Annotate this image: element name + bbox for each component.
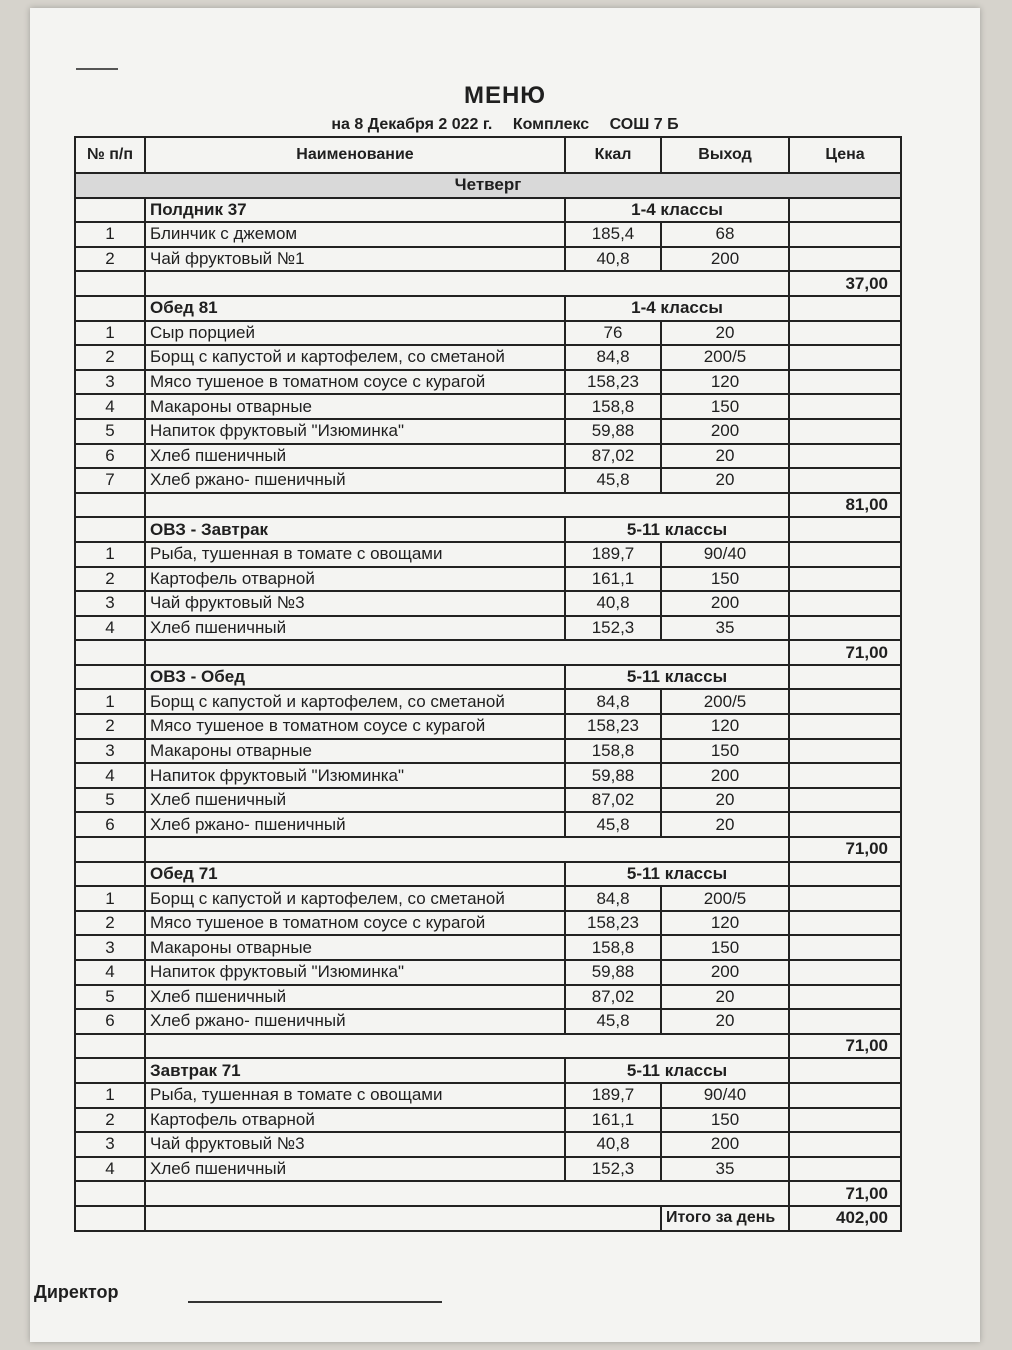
section-total-row bbox=[75, 837, 901, 862]
item-output: 20 bbox=[661, 321, 789, 346]
table-row bbox=[75, 1009, 901, 1034]
section-total: 71,00 bbox=[789, 1181, 901, 1206]
item-kcal: 185,4 bbox=[565, 222, 661, 247]
table-row bbox=[75, 689, 901, 714]
table-row bbox=[75, 345, 901, 370]
item-name: Напиток фруктовый "Изюминка" bbox=[145, 419, 565, 444]
item-kcal: 158,8 bbox=[565, 935, 661, 960]
menu-date: на 8 Декабря 2 022 г. bbox=[331, 116, 493, 133]
table-row bbox=[75, 1108, 901, 1133]
item-kcal: 40,8 bbox=[565, 1132, 661, 1157]
item-price bbox=[789, 345, 901, 370]
item-kcal: 59,88 bbox=[565, 419, 661, 444]
table-row bbox=[75, 616, 901, 641]
item-name: Сыр порцией bbox=[145, 321, 565, 346]
item-kcal: 158,8 bbox=[565, 739, 661, 764]
section-header-row bbox=[75, 296, 901, 321]
item-name: Чай фруктовый №1 bbox=[145, 247, 565, 272]
item-num: 6 bbox=[75, 1009, 145, 1034]
item-price bbox=[789, 714, 901, 739]
item-kcal: 87,02 bbox=[565, 444, 661, 469]
item-name: Напиток фруктовый "Изюминка" bbox=[145, 960, 565, 985]
item-kcal: 40,8 bbox=[565, 247, 661, 272]
item-name: Чай фруктовый №3 bbox=[145, 591, 565, 616]
item-price bbox=[789, 935, 901, 960]
item-price bbox=[789, 222, 901, 247]
total-blank-cell bbox=[145, 493, 789, 518]
table-row bbox=[75, 567, 901, 592]
item-price bbox=[789, 985, 901, 1010]
day-row bbox=[75, 173, 901, 198]
item-price bbox=[789, 247, 901, 272]
item-output: 20 bbox=[661, 1009, 789, 1034]
grand-total-value: 402,00 bbox=[789, 1206, 901, 1231]
item-price bbox=[789, 468, 901, 493]
table-row bbox=[75, 542, 901, 567]
total-num-cell bbox=[75, 1181, 145, 1206]
section-num-cell bbox=[75, 862, 145, 887]
item-price bbox=[789, 1108, 901, 1133]
item-output: 200 bbox=[661, 763, 789, 788]
item-num: 6 bbox=[75, 444, 145, 469]
table-row bbox=[75, 985, 901, 1010]
header-price: Цена bbox=[789, 137, 901, 173]
table-row bbox=[75, 1157, 901, 1182]
item-price bbox=[789, 812, 901, 837]
table-row bbox=[75, 1132, 901, 1157]
item-num: 2 bbox=[75, 345, 145, 370]
item-output: 150 bbox=[661, 739, 789, 764]
item-kcal: 152,3 bbox=[565, 616, 661, 641]
item-output: 120 bbox=[661, 370, 789, 395]
item-output: 150 bbox=[661, 935, 789, 960]
section-name: Полдник 37 bbox=[145, 198, 565, 223]
table-row bbox=[75, 222, 901, 247]
table-row bbox=[75, 419, 901, 444]
day-name: Четверг bbox=[75, 173, 901, 198]
item-name: Борщ с капустой и картофелем, со сметаной bbox=[145, 345, 565, 370]
item-kcal: 84,8 bbox=[565, 689, 661, 714]
item-kcal: 59,88 bbox=[565, 763, 661, 788]
total-num-cell bbox=[75, 271, 145, 296]
item-name: Мясо тушеное в томатном соусе с курагой bbox=[145, 911, 565, 936]
section-grades: 5-11 классы bbox=[565, 1058, 789, 1083]
item-name: Картофель отварной bbox=[145, 1108, 565, 1133]
item-output: 200/5 bbox=[661, 689, 789, 714]
item-price bbox=[789, 1157, 901, 1182]
item-price bbox=[789, 567, 901, 592]
table-row bbox=[75, 714, 901, 739]
total-num-cell bbox=[75, 493, 145, 518]
item-kcal: 158,23 bbox=[565, 370, 661, 395]
item-name: Макароны отварные bbox=[145, 935, 565, 960]
item-kcal: 84,8 bbox=[565, 886, 661, 911]
section-total: 37,00 bbox=[789, 271, 901, 296]
table-row bbox=[75, 394, 901, 419]
section-total: 71,00 bbox=[789, 1034, 901, 1059]
section-total-row bbox=[75, 493, 901, 518]
item-price bbox=[789, 763, 901, 788]
item-num: 1 bbox=[75, 542, 145, 567]
item-output: 20 bbox=[661, 444, 789, 469]
item-num: 7 bbox=[75, 468, 145, 493]
table-row bbox=[75, 812, 901, 837]
header-row bbox=[75, 137, 901, 173]
item-output: 200 bbox=[661, 960, 789, 985]
item-output: 90/40 bbox=[661, 1083, 789, 1108]
item-output: 150 bbox=[661, 1108, 789, 1133]
item-name: Хлеб ржано- пшеничный bbox=[145, 468, 565, 493]
item-price bbox=[789, 788, 901, 813]
item-name: Мясо тушеное в томатном соусе с курагой bbox=[145, 370, 565, 395]
table-row bbox=[75, 468, 901, 493]
table-row bbox=[75, 763, 901, 788]
section-grades: 1-4 классы bbox=[565, 296, 789, 321]
item-price bbox=[789, 419, 901, 444]
menu-sheet bbox=[30, 8, 980, 1342]
total-blank-cell bbox=[145, 271, 789, 296]
item-name: Чай фруктовый №3 bbox=[145, 1132, 565, 1157]
item-name: Хлеб ржано- пшеничный bbox=[145, 1009, 565, 1034]
section-price-cell bbox=[789, 296, 901, 321]
item-price bbox=[789, 616, 901, 641]
section-name: ОВЗ - Обед bbox=[145, 665, 565, 690]
item-price bbox=[789, 960, 901, 985]
section-name: Обед 81 bbox=[145, 296, 565, 321]
item-output: 200 bbox=[661, 1132, 789, 1157]
table-row bbox=[75, 370, 901, 395]
item-name: Хлеб пшеничный bbox=[145, 788, 565, 813]
section-name: Обед 71 bbox=[145, 862, 565, 887]
section-total-row bbox=[75, 271, 901, 296]
table-row bbox=[75, 247, 901, 272]
section-total: 71,00 bbox=[789, 837, 901, 862]
item-name: Рыба, тушенная в томате с овощами bbox=[145, 542, 565, 567]
item-kcal: 87,02 bbox=[565, 788, 661, 813]
item-price bbox=[789, 1009, 901, 1034]
total-num-cell bbox=[75, 1034, 145, 1059]
item-name: Хлеб пшеничный bbox=[145, 616, 565, 641]
item-output: 150 bbox=[661, 394, 789, 419]
section-total: 81,00 bbox=[789, 493, 901, 518]
total-blank-cell bbox=[145, 1034, 789, 1059]
item-kcal: 158,23 bbox=[565, 714, 661, 739]
item-name: Мясо тушеное в томатном соусе с курагой bbox=[145, 714, 565, 739]
item-output: 200 bbox=[661, 419, 789, 444]
item-kcal: 189,7 bbox=[565, 1083, 661, 1108]
section-name: Завтрак 71 bbox=[145, 1058, 565, 1083]
item-num: 4 bbox=[75, 1157, 145, 1182]
item-output: 20 bbox=[661, 468, 789, 493]
section-num-cell bbox=[75, 296, 145, 321]
item-num: 3 bbox=[75, 739, 145, 764]
item-output: 120 bbox=[661, 911, 789, 936]
item-name: Хлеб ржано- пшеничный bbox=[145, 812, 565, 837]
section-num-cell bbox=[75, 517, 145, 542]
total-blank-cell bbox=[145, 837, 789, 862]
item-name: Макароны отварные bbox=[145, 739, 565, 764]
item-num: 6 bbox=[75, 812, 145, 837]
item-name: Макароны отварные bbox=[145, 394, 565, 419]
item-kcal: 161,1 bbox=[565, 567, 661, 592]
item-num: 3 bbox=[75, 1132, 145, 1157]
item-output: 200 bbox=[661, 591, 789, 616]
item-output: 20 bbox=[661, 812, 789, 837]
item-output: 120 bbox=[661, 714, 789, 739]
pen-mark bbox=[76, 68, 118, 70]
item-output: 35 bbox=[661, 616, 789, 641]
item-price bbox=[789, 542, 901, 567]
item-name: Борщ с капустой и картофелем, со сметаной bbox=[145, 689, 565, 714]
item-kcal: 40,8 bbox=[565, 591, 661, 616]
item-output: 68 bbox=[661, 222, 789, 247]
item-kcal: 45,8 bbox=[565, 468, 661, 493]
section-total-row bbox=[75, 1034, 901, 1059]
header-output: Выход bbox=[661, 137, 789, 173]
school-name: СОШ 7 Б bbox=[609, 116, 679, 133]
total-num-cell bbox=[75, 837, 145, 862]
page-title: МЕНЮ bbox=[463, 82, 547, 109]
item-num: 4 bbox=[75, 960, 145, 985]
item-num: 4 bbox=[75, 394, 145, 419]
section-header-row bbox=[75, 665, 901, 690]
item-name: Напиток фруктовый "Изюминка" bbox=[145, 763, 565, 788]
section-name: ОВЗ - Завтрак bbox=[145, 517, 565, 542]
item-output: 35 bbox=[661, 1157, 789, 1182]
item-price bbox=[789, 1083, 901, 1108]
table-row bbox=[75, 886, 901, 911]
item-num: 2 bbox=[75, 567, 145, 592]
signature-line bbox=[188, 1301, 442, 1303]
section-grades: 5-11 классы bbox=[565, 665, 789, 690]
item-kcal: 158,8 bbox=[565, 394, 661, 419]
table-row bbox=[75, 591, 901, 616]
item-num: 2 bbox=[75, 247, 145, 272]
total-blank-cell bbox=[145, 1181, 789, 1206]
section-header-row bbox=[75, 862, 901, 887]
section-price-cell bbox=[789, 665, 901, 690]
total-blank-cell bbox=[145, 640, 789, 665]
item-num: 3 bbox=[75, 370, 145, 395]
section-header-row bbox=[75, 1058, 901, 1083]
item-price bbox=[789, 444, 901, 469]
header-kcal: Ккал bbox=[565, 137, 661, 173]
item-price bbox=[789, 370, 901, 395]
item-kcal: 152,3 bbox=[565, 1157, 661, 1182]
item-name: Хлеб пшеничный bbox=[145, 985, 565, 1010]
item-kcal: 158,23 bbox=[565, 911, 661, 936]
menu-body bbox=[75, 173, 901, 1231]
section-price-cell bbox=[789, 1058, 901, 1083]
table-row bbox=[75, 935, 901, 960]
item-name: Блинчик с джемом bbox=[145, 222, 565, 247]
item-price bbox=[789, 1132, 901, 1157]
item-kcal: 189,7 bbox=[565, 542, 661, 567]
item-output: 200/5 bbox=[661, 886, 789, 911]
item-price bbox=[789, 394, 901, 419]
item-output: 20 bbox=[661, 788, 789, 813]
item-name: Хлеб пшеничный bbox=[145, 444, 565, 469]
header-num: № п/п bbox=[75, 137, 145, 173]
section-grades: 5-11 классы bbox=[565, 517, 789, 542]
menu-table bbox=[74, 136, 902, 1232]
item-num: 1 bbox=[75, 1083, 145, 1108]
item-price bbox=[789, 689, 901, 714]
table-row bbox=[75, 321, 901, 346]
item-kcal: 161,1 bbox=[565, 1108, 661, 1133]
item-kcal: 45,8 bbox=[565, 812, 661, 837]
item-num: 4 bbox=[75, 763, 145, 788]
section-total-row bbox=[75, 1181, 901, 1206]
item-num: 2 bbox=[75, 1108, 145, 1133]
item-output: 200/5 bbox=[661, 345, 789, 370]
item-name: Картофель отварной bbox=[145, 567, 565, 592]
item-kcal: 87,02 bbox=[565, 985, 661, 1010]
item-num: 1 bbox=[75, 886, 145, 911]
item-name: Хлеб пшеничный bbox=[145, 1157, 565, 1182]
section-total-row bbox=[75, 640, 901, 665]
item-num: 5 bbox=[75, 985, 145, 1010]
item-price bbox=[789, 911, 901, 936]
item-num: 3 bbox=[75, 935, 145, 960]
section-header-row bbox=[75, 517, 901, 542]
page-subtitle bbox=[30, 116, 980, 134]
grand-num-cell bbox=[75, 1206, 145, 1231]
item-num: 2 bbox=[75, 911, 145, 936]
grand-blank-cell bbox=[145, 1206, 661, 1231]
table-row bbox=[75, 444, 901, 469]
item-num: 4 bbox=[75, 616, 145, 641]
section-price-cell bbox=[789, 198, 901, 223]
item-price bbox=[789, 591, 901, 616]
section-num-cell bbox=[75, 665, 145, 690]
complex-label: Комплекс bbox=[512, 116, 590, 133]
item-output: 20 bbox=[661, 985, 789, 1010]
item-num: 1 bbox=[75, 689, 145, 714]
item-num: 3 bbox=[75, 591, 145, 616]
section-price-cell bbox=[789, 862, 901, 887]
item-num: 1 bbox=[75, 222, 145, 247]
grand-total-label: Итого за день bbox=[661, 1206, 789, 1231]
section-header-row bbox=[75, 198, 901, 223]
header-name: Наименование bbox=[145, 137, 565, 173]
section-grades: 5-11 классы bbox=[565, 862, 789, 887]
item-name: Рыба, тушенная в томате с овощами bbox=[145, 1083, 565, 1108]
item-output: 200 bbox=[661, 247, 789, 272]
section-num-cell bbox=[75, 198, 145, 223]
item-kcal: 45,8 bbox=[565, 1009, 661, 1034]
section-total: 71,00 bbox=[789, 640, 901, 665]
section-price-cell bbox=[789, 517, 901, 542]
total-num-cell bbox=[75, 640, 145, 665]
grand-total-row bbox=[75, 1206, 901, 1231]
director-label: Директор bbox=[34, 1282, 119, 1302]
item-price bbox=[789, 886, 901, 911]
item-output: 150 bbox=[661, 567, 789, 592]
item-name: Борщ с капустой и картофелем, со сметаной bbox=[145, 886, 565, 911]
item-output: 90/40 bbox=[661, 542, 789, 567]
section-grades: 1-4 классы bbox=[565, 198, 789, 223]
table-row bbox=[75, 788, 901, 813]
table-row bbox=[75, 960, 901, 985]
item-num: 5 bbox=[75, 419, 145, 444]
item-num: 2 bbox=[75, 714, 145, 739]
item-num: 1 bbox=[75, 321, 145, 346]
table-row bbox=[75, 739, 901, 764]
item-price bbox=[789, 321, 901, 346]
item-kcal: 76 bbox=[565, 321, 661, 346]
table-row bbox=[75, 911, 901, 936]
section-num-cell bbox=[75, 1058, 145, 1083]
item-num: 5 bbox=[75, 788, 145, 813]
table-row bbox=[75, 1083, 901, 1108]
item-price bbox=[789, 739, 901, 764]
item-kcal: 59,88 bbox=[565, 960, 661, 985]
item-kcal: 84,8 bbox=[565, 345, 661, 370]
